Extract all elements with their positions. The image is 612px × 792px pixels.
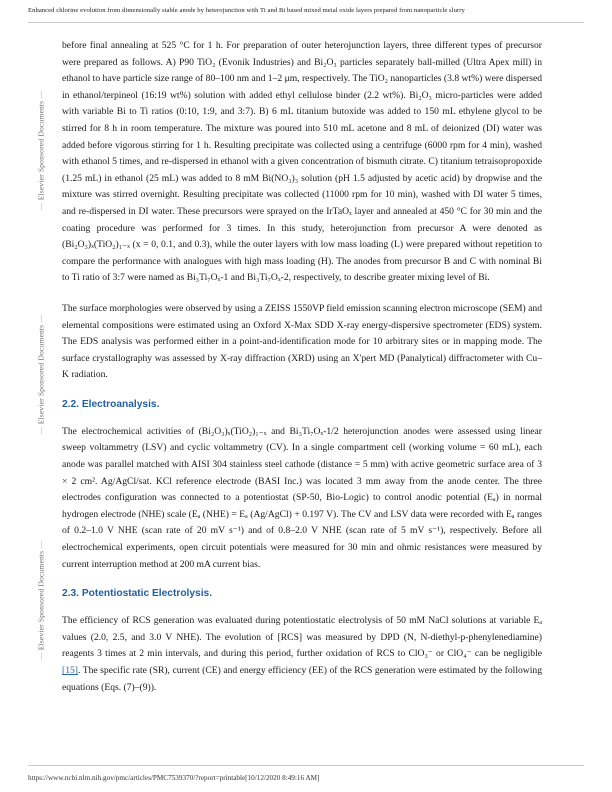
article-body — [62, 38, 542, 710]
sponsor-label-text: Elsevier Sponsored Documents — [36, 550, 46, 651]
footer-url: https://www.ncbi.nlm.nih.gov/pmc/articles/PMC7539370/?report=printable[10/12/2020 8:49:16 AM] — [28, 774, 320, 782]
paragraph-characterization: The surface morphologies were observed by using a ZEISS 1550VP field emission scanning electron microscope (SEM) and elemental compositions were estimated using an Oxford X-Max SDD X-ray energy-dispersive spectrometer (EDS) system. The EDS analysis was performed either in a point-and-identification mode for 10 arbitrary sites or in mapping mode. The surface crystallography was assessed by X-ray diffraction (XRD) using an X'pert MD (Panalytical) diffractometer with Cu–K radiation. — [62, 302, 542, 381]
section-heading-electroanalysis: 2.2. Electroanalysis. — [62, 398, 160, 410]
header-divider — [28, 22, 584, 23]
citation-link-15[interactable]: [15] — [62, 665, 78, 676]
sponsor-label-1: — Elsevier Sponsored Documents — — [36, 90, 46, 211]
paragraph-electroanalysis: The electrochemical activities of (Bi₂O₃)ₓ(TiO₂)₁₋ₓ and Bi₃Ti₇Oₓ-1/2 heterojunction anodes were assessed using linear sweep voltammetry (LSV) and cyclic voltammetry (CV). In a single compartment cell (working volume = 60 mL), each anode was parallel matched with AISI 304 stainless steel cathode (distance = 5 mm) with active geometric surface area of 3 × 2 cm². Ag/AgCl/sat. KCl reference electrode (BASI Inc.) was located 3 mm away from the anode center. The three electrodes configuration was connected to a potentiostat (SP-50, Bio-Logic) to control anodic potential (Eₐ) in normal hydrogen electrode (NHE) scale (Eₐ (NHE) = Eₐ (Ag/AgCl) + 0.197 V). The CV and LSV data were recorded with Eₐ ranges of 0.2–1.0 V NHE (scan rate of 20 mV s⁻¹) and of 0.8–2.0 V NHE (scan rate of 5 mV s⁻¹), respectively. Before all electrochemical experiments, open circuit potentials were measured for 30 min and ohmic resistances were measured by current interruption method at 200 mA current bias. — [62, 425, 542, 570]
sponsor-watermark-strip — [22, 40, 48, 740]
section-heading-potentiostatic-electrolysis: 2.3. Potentiostatic Electrolysis. — [62, 588, 213, 600]
sponsor-label-3: — Elsevier Sponsored Documents — — [36, 540, 46, 661]
paragraph-text-part1: The efficiency of RCS generation was evaluated during potentiostatic electrolysis of 50 mM NaCl solutions at variable Eₐ values (2.0, 2.5, and 3.0 V NHE). The evolution of [RCS] was measured by DPD (N, N-diethyl-p-phenylenediamine) reagents 3 times at 2 min intervals, and during this period, further oxidation of RCS to ClO₃⁻ or ClO₄⁻ can be negligible — [62, 615, 542, 660]
footer-divider — [28, 765, 584, 766]
paragraph-text-part2: . The specific rate (SR), current (CE) and energy efficiency (EE) of the RCS generation were estimated by the following equations (Eqs. (7)–(9)). — [62, 665, 542, 693]
paragraph-methods-synthesis: before final annealing at 525 °C for 1 h. For preparation of outer heterojunction layers, three different types of precursor were prepared as follows. A) P90 TiO₂ (Evonik Industries) and Bi₂O₃ particles separately ball-milled (Ultra Apex mill) in ethanol to have particle size range of 80–100 nm and 1–2 μm, respectively. The TiO₂ nanoparticles (3.8 wt%) were dispersed in ethanol/terpineol (16:19 wt%) solution with added ethyl cellulose binder (2.2 wt%). Bi₂O₃ micro-particles were added with variable Bi to Ti ratios (0:10, 1:9, and 3:7). B) 6 mL titanium butoxide was added to 150 mL ethylene glycol to be stirred for 8 h in room temperature. The mixture was poured into 510 mL acetone and 8 mL of deionized (DI) water was added before vigorous stirring for 1 h. Resulting precipitate was collected using a centrifuge (6000 rpm for 4 min), washed with ethanol 5 times, and re-dispersed in ethanol with a given concentration of bismuth citrate. C) titanium tetraisopropoxide (1.25 mL) in ethanol (25 mL) was added to 8 mM Bi(NO₃)₃ solution (pH 1.5 adjusted by acetic acid) by dropwise and the mixture was stirred overnight. Resulting precipitate was collected (11000 rpm for 10 min), washed with DI water 5 times, and re-dispersed in DI water. These precursors were sprayed on the IrTaOₓ layer and annealed at 450 °C for 30 min and the coating procedure was performed for 3 times. In this study, heterojunction from precursor A were denoted as (Bi₂O₃)ₓ(TiO₂)₁₋ₓ (x = 0, 0.1, and 0.3), while the outer layers with low mass loading (L) were prepared without repetition to compare the performance with analogues with high mass loading (H). The anodes from precursor B and C with nominal Bi to Ti ratio of 3:7 were named as Bi₃Ti₇Oₓ-1 and Bi₃Ti₇Oₓ-2, respectively, to describe greater mixing level of Bi. — [62, 40, 542, 284]
sponsor-label-text: Elsevier Sponsored Documents — [36, 324, 46, 425]
sponsor-label-text: Elsevier Sponsored Documents — [36, 100, 46, 201]
paragraph-potentiostatic-electrolysis — [62, 613, 542, 696]
sponsor-label-2: — Elsevier Sponsored Documents — — [36, 314, 46, 435]
running-head: Enhanced chlorine evolution from dimensionally stable anode by heterojunction with Ti and Bi based mixed metal oxide layers prepared from nanoparticle slurry — [28, 7, 465, 14]
